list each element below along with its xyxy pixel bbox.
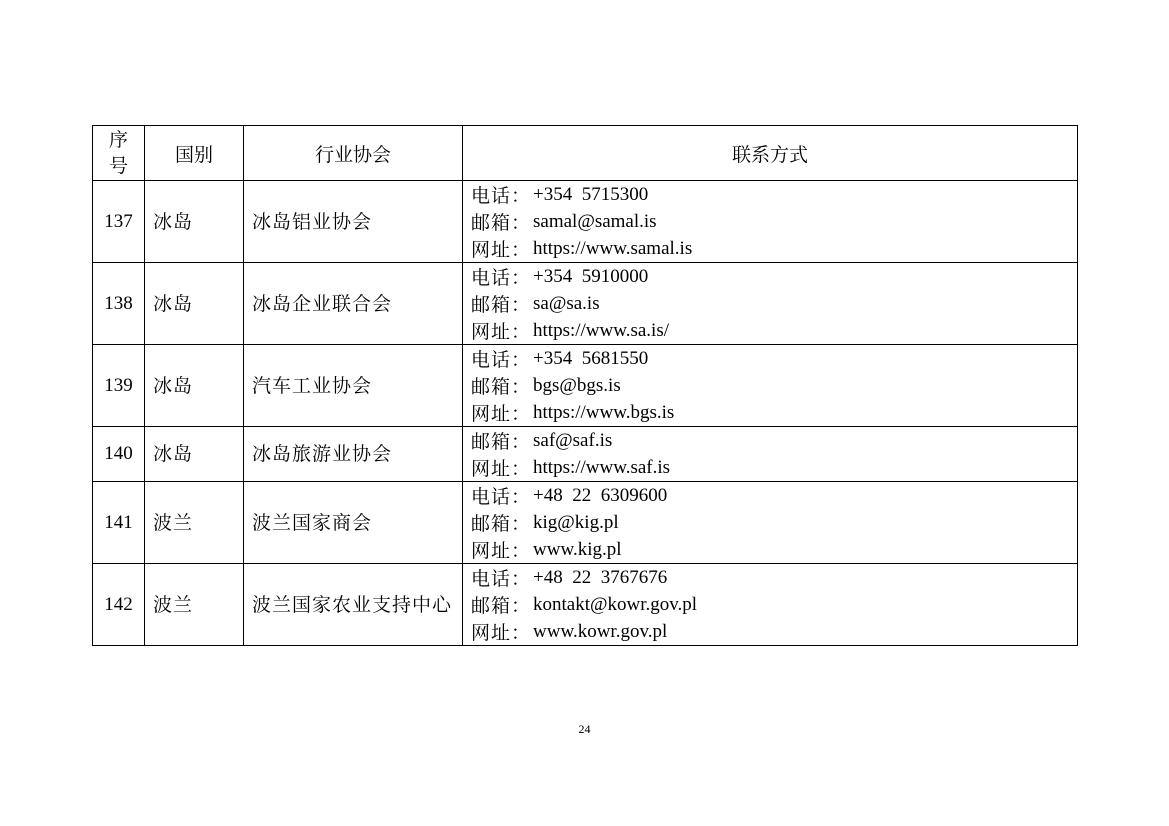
cell-contact: [463, 263, 1078, 345]
contact-value: +354 5681550: [533, 347, 649, 369]
cell-serial-number: 140: [93, 427, 145, 482]
contact-line: [471, 263, 1069, 290]
contact-label: 邮箱：: [471, 431, 532, 453]
contact-value: https://www.samal.is: [533, 237, 693, 259]
cell-serial-number: 139: [93, 345, 145, 427]
header-serial-number-line1: 序: [108, 129, 128, 151]
table-row: [93, 427, 1078, 482]
contact-label: 邮箱：: [471, 294, 532, 316]
contact-line: [471, 454, 1069, 481]
contact-label: 网址：: [471, 458, 532, 480]
cell-country: 冰岛: [145, 345, 244, 427]
cell-country: 波兰: [145, 564, 244, 646]
contact-line: [471, 235, 1069, 262]
contact-line: [471, 399, 1069, 426]
contact-label: 网址：: [471, 540, 532, 562]
header-serial-number-line2: 号: [108, 155, 128, 177]
contact-value: bgs@bgs.is: [533, 374, 621, 396]
contact-value: saf@saf.is: [533, 429, 613, 451]
contact-value: +48 22 3767676: [533, 566, 668, 588]
contact-line: [471, 536, 1069, 563]
contact-value: kig@kig.pl: [533, 511, 619, 533]
association-table: [92, 125, 1078, 646]
table-body: [93, 181, 1078, 646]
contact-label: 电话：: [471, 486, 532, 508]
contact-value: sa@sa.is: [533, 292, 600, 314]
cell-association: 波兰国家商会: [244, 482, 463, 564]
contact-label: 电话：: [471, 568, 532, 590]
contact-line: [471, 317, 1069, 344]
table-row: [93, 181, 1078, 263]
contact-label: 网址：: [471, 622, 532, 644]
cell-country: 冰岛: [145, 263, 244, 345]
contact-line: [471, 591, 1069, 618]
contact-label: 网址：: [471, 321, 532, 343]
cell-contact: [463, 427, 1078, 482]
contact-value: +354 5910000: [533, 265, 649, 287]
cell-association: 冰岛旅游业协会: [244, 427, 463, 482]
header-contact: 联系方式: [463, 126, 1078, 181]
contact-label: 网址：: [471, 403, 532, 425]
contact-value: kontakt@kowr.gov.pl: [533, 593, 698, 615]
cell-contact: [463, 345, 1078, 427]
contact-label: 网址：: [471, 239, 532, 261]
cell-contact: [463, 181, 1078, 263]
page-number: 24: [578, 722, 591, 736]
cell-country: 冰岛: [145, 427, 244, 482]
contact-value: www.kig.pl: [533, 538, 622, 560]
contact-label: 电话：: [471, 349, 532, 371]
contact-label: 邮箱：: [471, 212, 532, 234]
contact-line: [471, 482, 1069, 509]
cell-contact: [463, 564, 1078, 646]
contact-line: [471, 427, 1069, 454]
header-country: 国别: [145, 126, 244, 181]
contact-value: www.kowr.gov.pl: [533, 620, 668, 642]
contact-label: 邮箱：: [471, 513, 532, 535]
cell-serial-number: 141: [93, 482, 145, 564]
contact-line: [471, 618, 1069, 645]
header-association: 行业协会: [244, 126, 463, 181]
table-row: [93, 564, 1078, 646]
table-header-row: [93, 126, 1078, 181]
cell-association: 波兰国家农业支持中心: [244, 564, 463, 646]
cell-association: 汽车工业协会: [244, 345, 463, 427]
contact-label: 电话：: [471, 185, 532, 207]
contact-label: 邮箱：: [471, 595, 532, 617]
header-serial-number: [93, 126, 145, 181]
contact-line: [471, 345, 1069, 372]
cell-association: 冰岛企业联合会: [244, 263, 463, 345]
cell-contact: [463, 482, 1078, 564]
cell-serial-number: 138: [93, 263, 145, 345]
cell-serial-number: 142: [93, 564, 145, 646]
table-row: [93, 482, 1078, 564]
contact-line: [471, 564, 1069, 591]
cell-association: 冰岛铝业协会: [244, 181, 463, 263]
contact-line: [471, 208, 1069, 235]
contact-line: [471, 181, 1069, 208]
contact-value: https://www.sa.is/: [533, 319, 670, 341]
contact-value: +48 22 6309600: [533, 484, 668, 506]
contact-value: https://www.bgs.is: [533, 401, 675, 423]
contact-value: https://www.saf.is: [533, 456, 671, 478]
cell-serial-number: 137: [93, 181, 145, 263]
cell-country: 冰岛: [145, 181, 244, 263]
table-row: [93, 345, 1078, 427]
contact-line: [471, 509, 1069, 536]
table-row: [93, 263, 1078, 345]
contact-line: [471, 372, 1069, 399]
contact-label: 电话：: [471, 267, 532, 289]
contact-line: [471, 290, 1069, 317]
cell-country: 波兰: [145, 482, 244, 564]
contact-value: +354 5715300: [533, 183, 649, 205]
contact-value: samal@samal.is: [533, 210, 657, 232]
contact-label: 邮箱：: [471, 376, 532, 398]
